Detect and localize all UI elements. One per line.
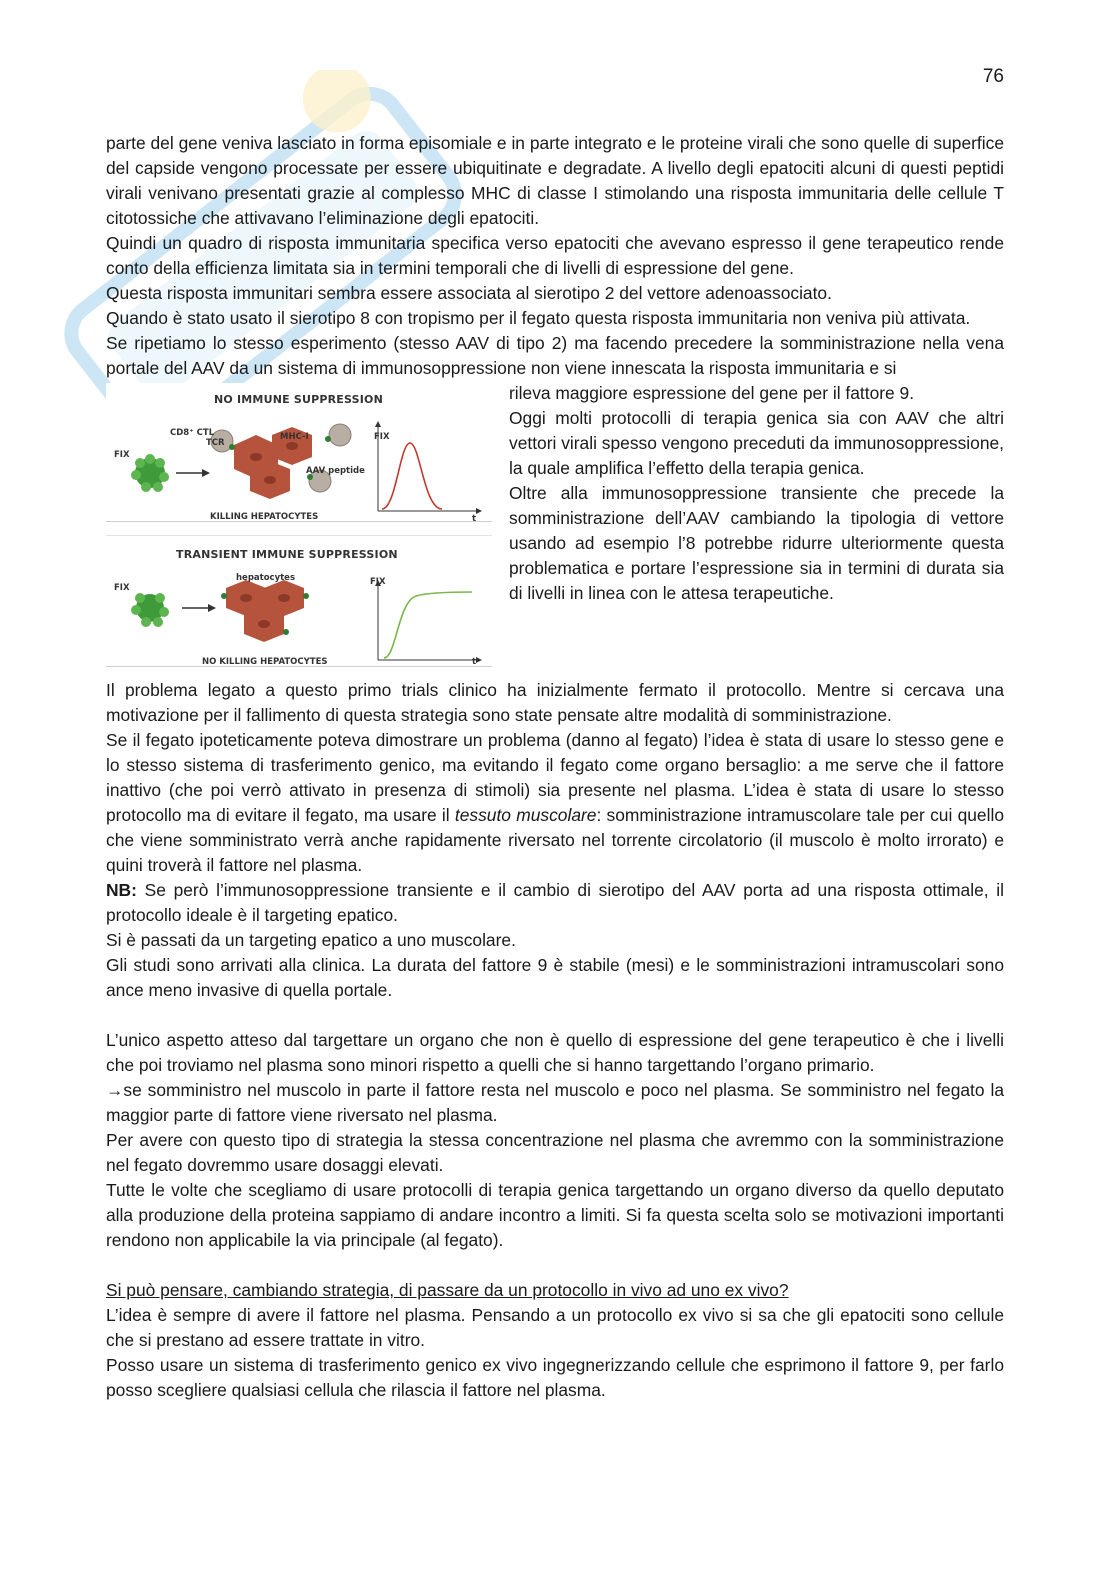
cd8-label: CD8⁺ CTL bbox=[170, 428, 215, 438]
paragraph: Questa risposta immunitari sembra essere associata al sierotipo 2 del vettore adenoassociato. bbox=[106, 283, 832, 303]
panel-caption: NO KILLING HEPATOCYTES bbox=[202, 657, 328, 667]
spacer bbox=[106, 1253, 1004, 1278]
paragraph: rileva maggiore espressione del gene per il fattore 9. bbox=[509, 383, 915, 403]
paragraph: Il problema legato a questo primo trials clinico ha inizialmente fermato il protocollo. Mentre si cercava una motivazione per il fallimento di questa strategia sono state pensate altre modalità di somministrazione. bbox=[106, 680, 1004, 725]
mhc-label: MHC-I bbox=[280, 432, 309, 442]
paragraph: Posso usare un sistema di trasferimento genico ex vivo ingegnerizzando cellule che esprimono il fattore 9, per farlo posso scegliere qualsiasi cellula che rilascia il fattore nel plasma. bbox=[106, 1355, 1004, 1400]
paragraph: Se ripetiamo lo stesso esperimento (stesso AAV di tipo 2) ma facendo precedere la somministrazione nella vena portale del AAV da un sistema di immunosoppressione non viene innescata la risposta immunitaria e si bbox=[106, 333, 1004, 378]
paragraph-text: se somministro nel muscolo in parte il fattore resta nel muscolo e poco nel plasma. Se somministro nel fegato la maggior parte di fattore viene riversato nel plasma. bbox=[106, 1080, 1004, 1125]
paragraph: L’idea è sempre di avere il fattore nel plasma. Pensando a un protocollo ex vivo si sa che gli epatociti sono cellule che si prestano ad essere trattate in vitro. bbox=[106, 1305, 1004, 1350]
paragraph: parte del gene veniva lasciato in forma episomiale e in parte integrato e le proteine virali che sono quelle di superfice del capside vengono processate per essere ubiquitinate e degradate. A livello degli epatociti alcuni di questi peptidi virali venivano presentati grazie al complesso MHC di classe I stimolando una risposta immunitaria delle cellule T citotossiche che attivavano l’eliminazione degli epatociti. bbox=[106, 133, 1004, 228]
paragraph: Tutte le volte che scegliamo di usare protocolli di terapia genica targettando un organo diverso da quello deputato alla produzione della proteina sappiamo di andare incontro a limiti. Si fa questa scelta solo se motivazioni importanti rendono non applicabile la via principale (al fegato). bbox=[106, 1180, 1004, 1250]
paragraph: Per avere con questo tipo di strategia la stessa concentrazione nel plasma che avremmo con la somministrazione nel fegato dovremmo usare dosaggi elevati. bbox=[106, 1130, 1004, 1175]
nb-paragraph bbox=[106, 878, 1004, 928]
paragraph-text: : somministrazione intramuscolare tale per cui quello che viene somministrato verrà anche rapidamente riversato nel torrente circolatorio (il muscolo è molto irrorato) e quini troverà il fattore nel plasma. bbox=[106, 805, 1004, 875]
ctl-cell-icon bbox=[329, 424, 351, 446]
panel-title: NO IMMUNE SUPPRESSION bbox=[214, 393, 384, 406]
panel-title: TRANSIENT IMMUNE SUPPRESSION bbox=[176, 548, 398, 561]
paragraph: Oggi molti protocolli di terapia genica sia con AAV che altri vettori virali spesso vengono preceduti da immunosoppressione, la quale amplifica l’effetto della terapia genica. bbox=[509, 408, 1004, 478]
nb-label: NB: bbox=[106, 880, 137, 900]
paragraph: L’unico aspetto atteso dal targettare un organo che non è quello di espressione del gene terapeutico è che i livelli che poi troviamo nel plasma sono minori rispetto a quelli che si hanno targettando l’organo primario. bbox=[106, 1030, 1004, 1075]
paragraph: Gli studi sono arrivati alla clinica. La durata del fattore 9 è stabile (mesi) e le somministrazioni intramuscolari sono ance meno invasive di quella portale. bbox=[106, 955, 1004, 1000]
figure-panel-transient-immune-suppression bbox=[106, 535, 492, 667]
section-question: Si può pensare, cambiando strategia, di passare da un protocollo in vivo ad uno ex vivo? bbox=[106, 1280, 789, 1300]
italic-term: tessuto muscolare bbox=[454, 805, 597, 825]
hepatocytes-label: hepatocytes bbox=[236, 573, 296, 583]
tcr-label: TCR bbox=[206, 438, 225, 448]
time-axis-label: t bbox=[472, 514, 477, 524]
paragraph: Si è passati da un targeting epatico a uno muscolare. bbox=[106, 930, 516, 950]
paragraph bbox=[106, 728, 1004, 878]
figure-side-text bbox=[509, 381, 1004, 606]
paragraph: Oltre alla immunosoppressione transiente che precede la somministrazione dell’AAV cambiando la tipologia di vettore usando ad esempio l’8 potrebbe ridurre ulteriormente questa problematica e portare l’espressione sia in termini di durata sia di livelli in linea con le attesa terapeutiche. bbox=[509, 483, 1004, 603]
paragraph: Quando è stato usato il sierotipo 8 con tropismo per il fegato questa risposta immunitaria non veniva più attivata. bbox=[106, 308, 971, 328]
page-number: 76 bbox=[982, 66, 1004, 87]
aav-peptide-label: AAV peptide bbox=[306, 466, 365, 476]
spacer bbox=[106, 1003, 1004, 1028]
nb-text: Se però l’immunosoppressione transiente e il cambio di sierotipo del AAV porta ad una risposta ottimale, il protocollo ideale è il targeting epatico. bbox=[106, 880, 1004, 925]
fix-axis-label: FIX bbox=[374, 432, 390, 442]
time-axis-label: t bbox=[472, 657, 477, 667]
figure-with-text bbox=[106, 381, 1004, 678]
fix-label: FIX bbox=[114, 450, 130, 460]
paragraph-text: Se il fegato ipoteticamente poteva dimostrare un problema (danno al fegato) l’idea è stata di usare lo stesso gene e lo stesso sistema di trasferimento genico, ma evitando il fegato come organo bersaglio: a me serve che il fattore inattivo (che poi verrò attivato in presenza di stimoli) sia presente nel plasma. L’idea è stata di usare lo stesso protocollo ma di evitare il fegato, ma usare il bbox=[106, 730, 1004, 825]
document-body bbox=[106, 131, 1004, 1403]
panel-caption: KILLING HEPATOCYTES bbox=[210, 512, 319, 522]
paragraph: Quindi un quadro di risposta immunitaria specifica verso epatociti che avevano espresso il gene terapeutico rende conto della efficienza limitata sia in termini temporali che di livelli di espressione del gene. bbox=[106, 233, 1004, 278]
paragraph bbox=[106, 1078, 1004, 1128]
fix-label: FIX bbox=[114, 583, 130, 593]
fix-axis-label: FIX bbox=[370, 577, 386, 587]
figure-panel-no-immune-suppression bbox=[106, 383, 492, 522]
arrow-icon: → bbox=[106, 1080, 124, 1100]
